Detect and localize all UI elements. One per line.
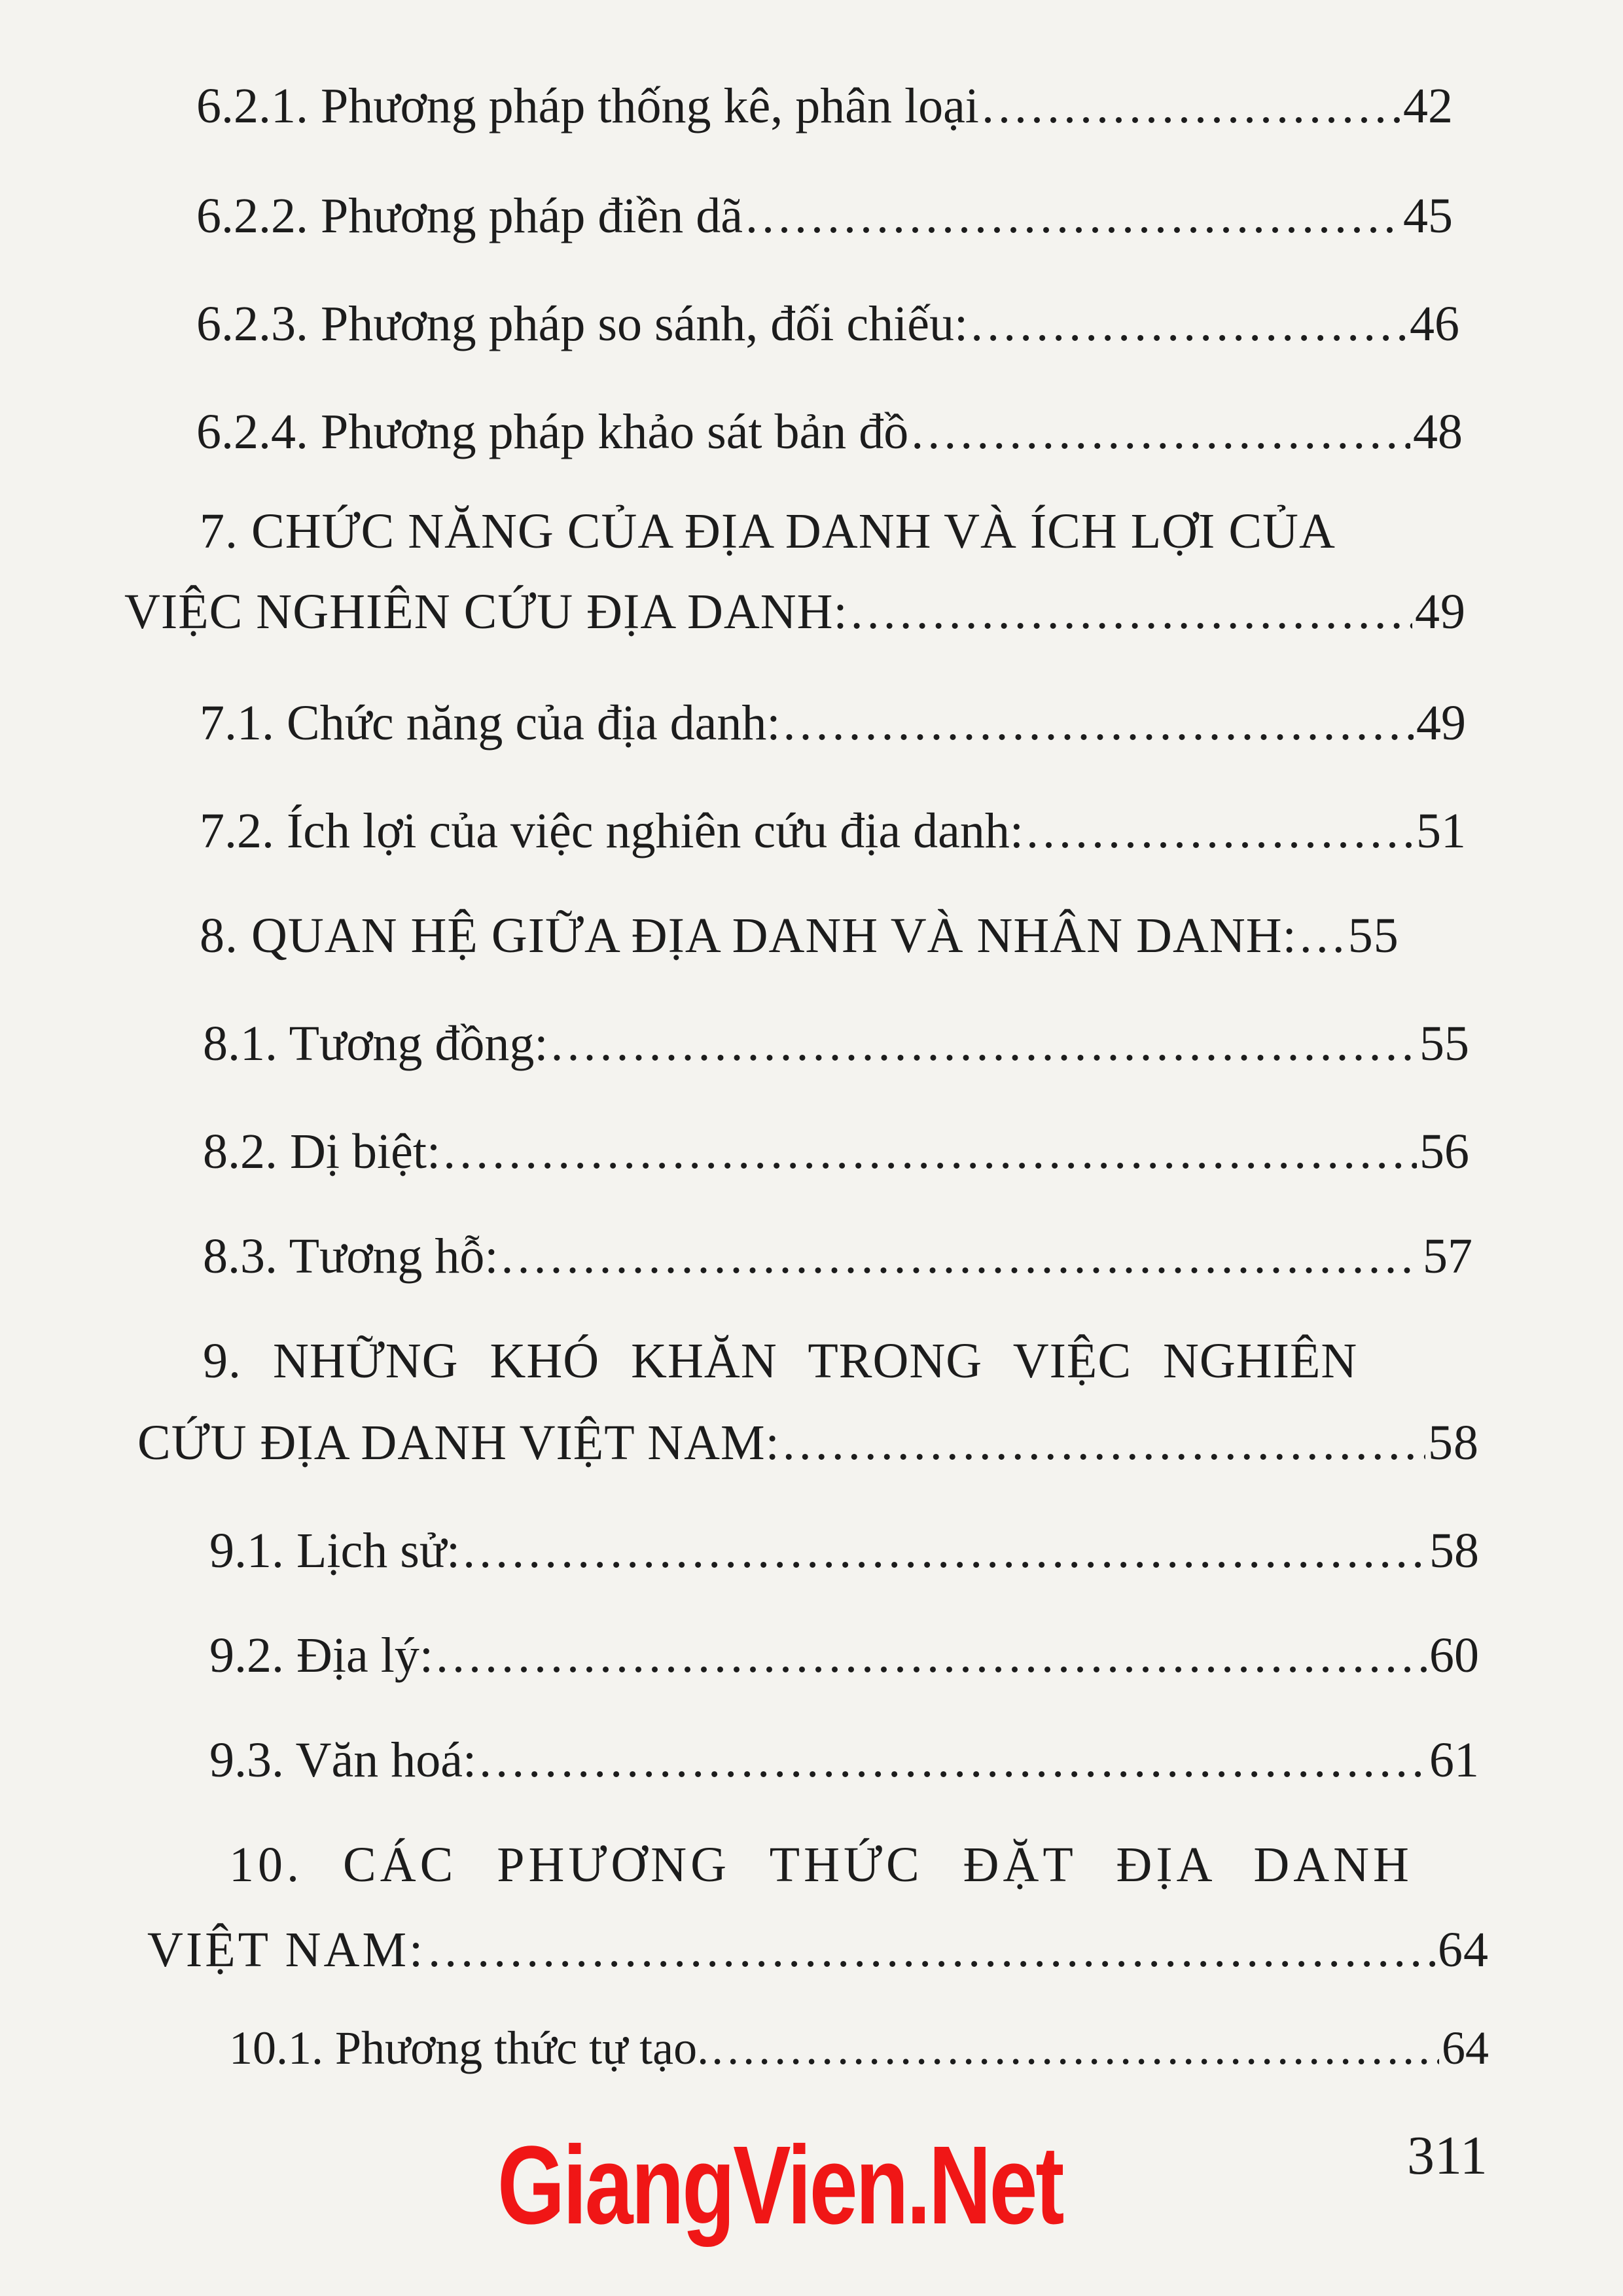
toc-entry-page: 55 [1347,908,1399,963]
toc-leader-dots [711,2015,1439,2081]
toc-entry-page: 64 [1442,2022,1489,2074]
toc-entry-text: 7.2. Ích lợi của việc nghiên cứu địa danh: [200,804,1024,858]
toc-entry-text: 6.2.2. Phương pháp điền dã [196,188,743,243]
toc-leader-dots [551,1011,1417,1076]
toc-entry-text: 9.1. Lịch sử: [209,1523,461,1578]
toc-entry-page: 55 [1419,1016,1469,1071]
toc-entry [196,183,1453,249]
toc-entry-text: 6.2.3. Phương pháp so sánh, đối chiếu: [196,296,969,351]
toc-entry [200,690,1466,756]
toc-leader-dots [479,1727,1427,1793]
toc-entry [203,1011,1469,1076]
toc-heading-line [200,499,1466,564]
toc-entry [137,1410,1479,1475]
toc-heading-text: 7. CHỨC NĂNG CỦA ĐỊA DANH VÀ ÍCH LỢI CỦA [200,504,1336,559]
toc-entry-text: 6.2.1. Phương pháp thống kê, phân loại [196,79,979,133]
toc-entry-page: 45 [1403,188,1453,243]
toc-entry [209,1727,1479,1793]
toc-entry [209,1518,1479,1583]
toc-entry-page: 49 [1415,584,1466,639]
toc-heading-text: 10. CÁC PHƯƠNG THỨC ĐẶT ĐỊA DANH [229,1837,1413,1892]
toc-entry [147,1917,1489,1983]
toc-entry-text: 8.2. Dị biệt: [203,1124,441,1179]
toc-entry-text: 8.3. Tương hỗ: [203,1229,499,1284]
toc-leader-dots [436,1623,1427,1688]
toc-leader-dots [982,73,1400,139]
toc-leader-dots [1300,903,1346,968]
toc-leader-dots [783,1410,1425,1475]
toc-leader-dots [783,690,1414,756]
toc-entry-text: 9.3. Văn hoá: [209,1733,477,1788]
toc-entry-text: 8. QUAN HỆ GIỮA ĐỊA DANH VÀ NHÂN DANH: [200,908,1297,963]
toc-entry-page: 49 [1416,696,1466,751]
toc-entry-page: 60 [1429,1628,1479,1683]
toc-entry-text: 7.1. Chức năng của địa danh: [200,696,781,751]
toc-leader-dots [745,183,1400,249]
toc-entry-page: 51 [1416,804,1466,858]
toc-entry-text: 6.2.4. Phương pháp khảo sát bản đồ [196,404,909,459]
toc-entry [200,903,1469,968]
toc-entry [196,291,1459,357]
toc-leader-dots [428,1917,1435,1983]
toc-heading-text: 9. NHỮNG KHÓ KHĂN TRONG VIỆC NGHIÊN [203,1333,1358,1388]
toc-entry-page: 61 [1429,1733,1479,1788]
toc-leader-dots [443,1119,1417,1184]
toc-entry-page: 46 [1410,296,1459,351]
toc-leader-dots [1026,798,1414,864]
toc-heading-line [203,1328,1486,1394]
toc-entry [203,1119,1469,1184]
toc-entry-text: 9.2. Địa lý: [209,1628,433,1683]
toc-entry-page: 42 [1403,79,1453,133]
toc-entry [200,798,1466,864]
toc-leader-dots [911,399,1410,465]
toc-heading-line [229,1832,1489,1898]
watermark-logo: GiangVien.Net [497,2123,1063,2248]
toc-leader-dots [501,1224,1420,1289]
toc-entry-page: 57 [1423,1229,1472,1284]
toc-entry-text: 10.1. Phương thức tự tạo. [229,2022,709,2074]
toc-leader-dots [851,579,1412,645]
toc-leader-dots [463,1518,1427,1583]
toc-entry-page: 48 [1413,404,1463,459]
toc-entry-text: CỨU ĐỊA DANH VIỆT NAM: [137,1415,780,1470]
toc-entry [196,73,1453,139]
toc-entry-page: 56 [1419,1124,1469,1179]
toc-entry-page: 58 [1429,1523,1479,1578]
toc-entry [209,1623,1479,1688]
toc-leader-dots [971,291,1407,357]
toc-entry [196,399,1463,465]
toc-entry [124,579,1466,645]
toc-entry [203,1224,1472,1289]
page-number: 311 [1407,2125,1488,2186]
toc-entry [229,2015,1489,2081]
toc-entry-page: 64 [1438,1922,1489,1977]
toc-entry-text: 8.1. Tương đồng: [203,1016,548,1071]
toc-entry-text: VIỆC NGHIÊN CỨU ĐỊA DANH: [124,584,848,639]
toc-entry-text: VIỆT NAM: [147,1922,426,1977]
toc-entry-page: 58 [1428,1415,1479,1470]
